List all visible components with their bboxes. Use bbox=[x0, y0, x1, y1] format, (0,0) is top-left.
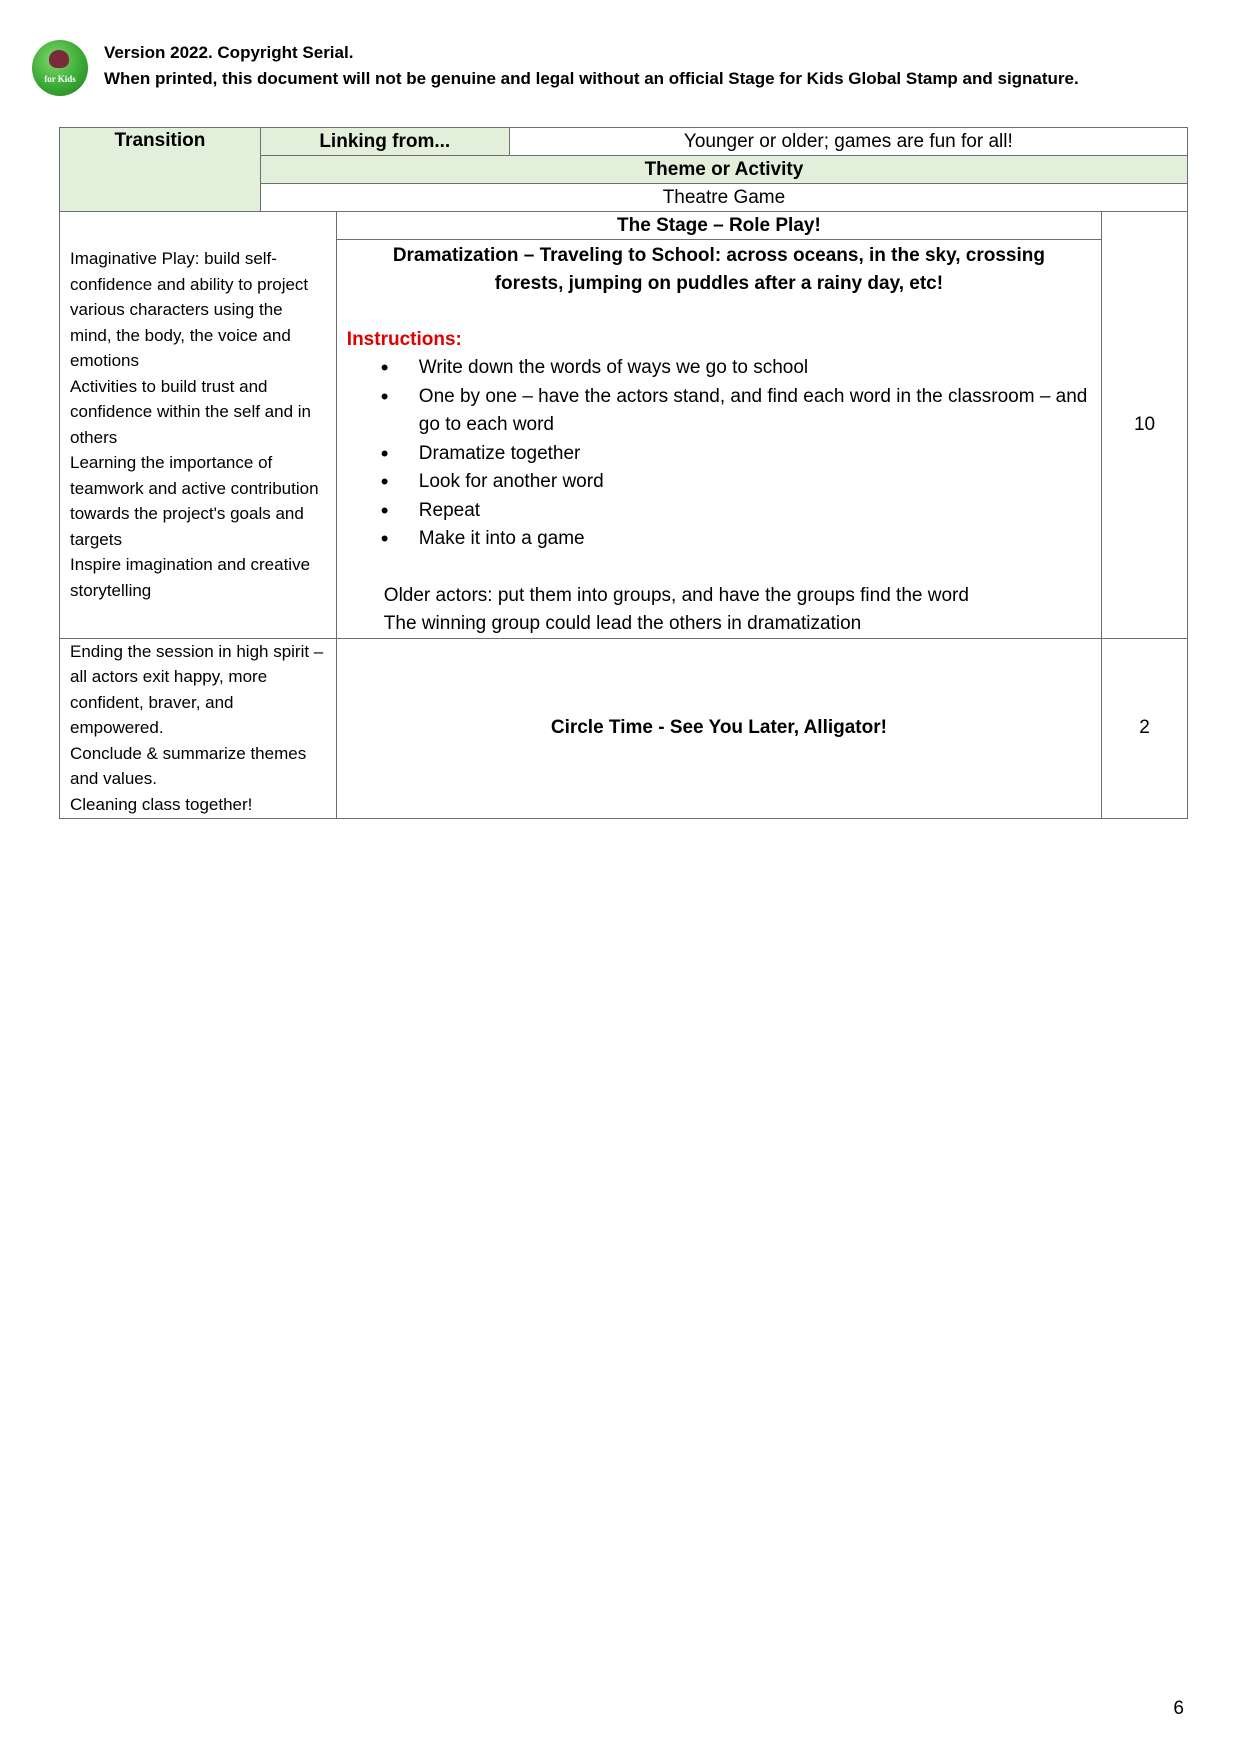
stage-for-kids-logo-icon bbox=[32, 40, 88, 96]
step-item: • Write down the words of ways we go to school bbox=[419, 354, 1091, 383]
activity-details bbox=[336, 240, 1101, 639]
legal-notice-line: When printed, this document will not be genuine and legal without an official Stage for Kids Global Stamp and signature. bbox=[104, 69, 1079, 88]
older-actors-notes bbox=[347, 582, 1091, 638]
objective-item: Learning the importance of teamwork and active contribution towards the project's goals and targets bbox=[70, 453, 319, 549]
copyright-notice bbox=[104, 40, 1079, 92]
objective-item: Activities to build trust and confidence within the self and in others bbox=[70, 376, 311, 447]
lesson-plan-table bbox=[59, 127, 1188, 819]
instructions-label: Instructions: bbox=[346, 329, 462, 350]
logo-figure bbox=[49, 50, 69, 68]
section-title: The Stage – Role Play! bbox=[336, 212, 1101, 240]
instruction-steps bbox=[347, 354, 1091, 554]
objective-item: Ending the session in high spirit – all actors exit happy, more confident, braver, and empowered. bbox=[70, 641, 324, 738]
objective-item: Imaginative Play: build self-confidence and ability to project various characters using the mind, the body, the voice and emotions bbox=[70, 249, 309, 371]
step-item: • Make it into a game bbox=[419, 525, 1091, 554]
objective-item: Conclude & summarize themes and values. bbox=[70, 743, 307, 789]
note-item: Older actors: put them into groups, and have the groups find the word bbox=[383, 584, 969, 606]
linking-from-value: Younger or older; games are fun for all! bbox=[509, 128, 1187, 156]
step-item: • One by one – have the actors stand, and find each word in the classroom – and go to each word bbox=[419, 383, 1091, 440]
objective-item: Inspire imagination and creative storytelling bbox=[70, 555, 311, 600]
theme-activity-label: Theme or Activity bbox=[260, 156, 1187, 184]
activity-title: Dramatization – Traveling to School: across oceans, in the sky, crossing forests, jumping on puddles after a rainy day, etc! bbox=[392, 245, 1045, 294]
step-item: • Dramatize together bbox=[419, 440, 1091, 469]
linking-from-label: Linking from... bbox=[260, 128, 509, 156]
step-item: • Repeat bbox=[419, 497, 1091, 526]
logo-text: for Kids bbox=[44, 74, 76, 84]
document-header bbox=[32, 40, 1079, 96]
row1-objectives bbox=[60, 212, 337, 639]
version-line: Version 2022. Copyright Serial. bbox=[104, 43, 354, 62]
row2-minutes: 2 bbox=[1102, 638, 1188, 818]
closing-activity: Circle Time - See You Later, Alligator! bbox=[336, 638, 1101, 818]
step-item: • Look for another word bbox=[419, 468, 1091, 497]
row2-objectives bbox=[60, 638, 337, 818]
note-item: The winning group could lead the others in dramatization bbox=[383, 612, 862, 634]
row1-minutes: 10 bbox=[1102, 212, 1188, 639]
theme-activity-value: Theatre Game bbox=[260, 184, 1187, 212]
objective-item: Cleaning class together! bbox=[70, 794, 253, 814]
transition-header: Transition bbox=[60, 128, 261, 212]
page-number: 6 bbox=[1173, 1698, 1184, 1719]
